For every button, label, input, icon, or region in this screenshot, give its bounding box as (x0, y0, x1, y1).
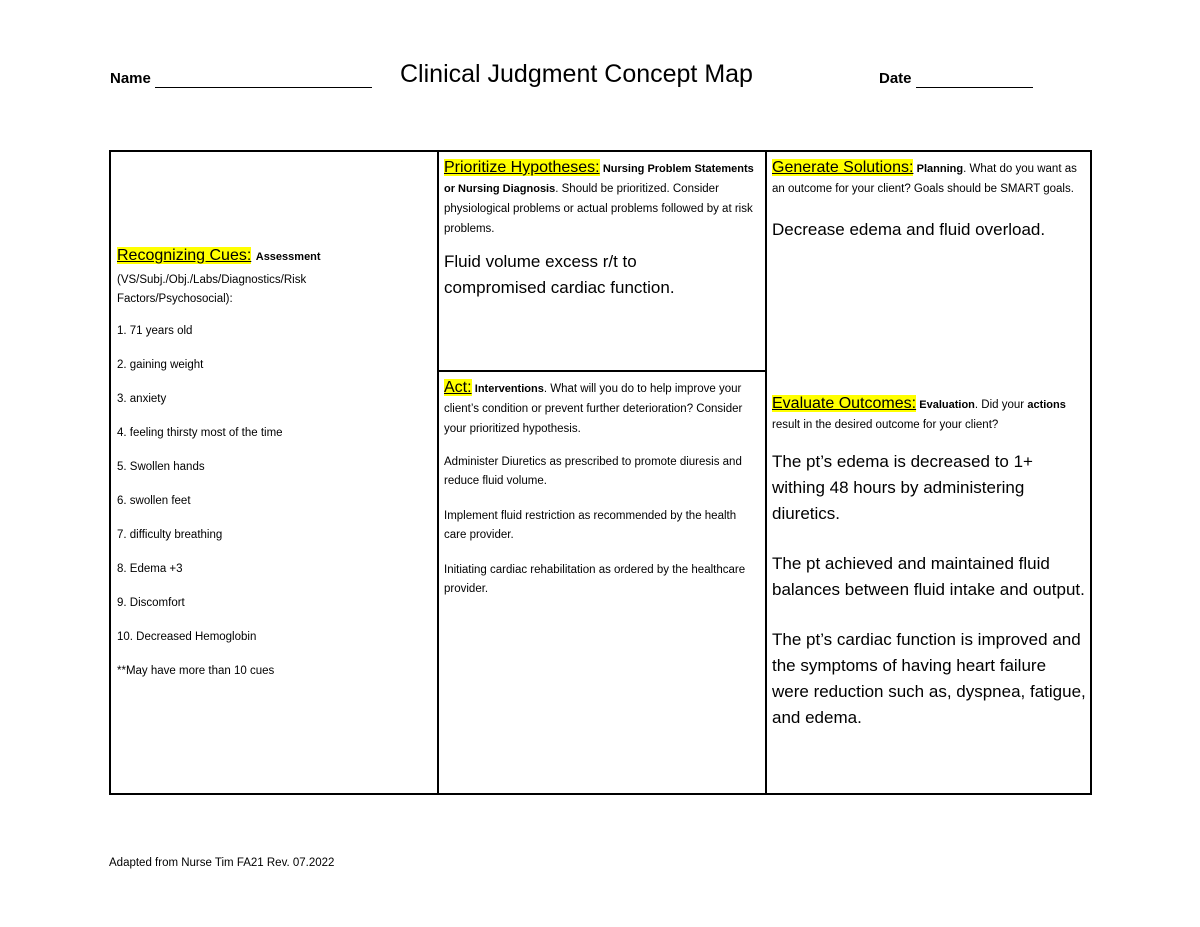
intervention-item: Administer Diuretics as prescribed to promote diuresis and reduce fluid volume. (444, 456, 742, 487)
concept-map-table (109, 150, 1092, 795)
recognizing-cues-cell (117, 246, 433, 696)
generate-answer: Decrease edema and fluid overload. (772, 220, 1046, 239)
evaluate-sub: Evaluation (919, 399, 975, 411)
generate-desc: . What do you want as an outcome for your client? Goals should be SMART goals. (772, 163, 1077, 195)
cue-item: 9. Discomfort (117, 597, 185, 609)
cue-item: 1. 71 years old (117, 325, 193, 337)
prioritize-sub: Nursing Problem Statements or Nursing Diagnosis (444, 163, 754, 195)
evaluate-desc: result in the desired outcome for your client? (772, 419, 999, 431)
act-sub: Interventions (474, 383, 544, 395)
evaluate-sub2: actions (1027, 399, 1066, 411)
cue-item: 2. gaining weight (117, 359, 204, 371)
column-divider (437, 152, 439, 793)
intervention-item: Implement fluid restriction as recommended by the health care provider. (444, 510, 737, 541)
evaluate-sub-tail: . Did your (974, 399, 1028, 411)
cue-item: 4. feeling thirsty most of the time (117, 427, 283, 439)
recognizing-cues-desc: (VS/Subj./Obj./Labs/Diagnostics/Risk Factors/Psychosocial): (117, 274, 307, 305)
cue-item: 6. swollen feet (117, 495, 191, 507)
date-label: Date (879, 70, 912, 87)
row-divider (438, 370, 765, 372)
intervention-item: Initiating cardiac rehabilitation as ordered by the healthcare provider. (444, 564, 746, 595)
prioritize-hypotheses-cell (444, 158, 759, 301)
recognizing-cues-heading: Recognizing Cues: (117, 247, 252, 264)
act-heading: Act: (444, 379, 472, 396)
page-title: Clinical Judgment Concept Map (400, 60, 753, 88)
prioritize-answer: Fluid volume excess r/t to compromised cardiac function. (444, 252, 675, 297)
prioritize-heading: Prioritize Hypotheses: (444, 159, 600, 176)
recognizing-cues-sub: Assessment (255, 251, 321, 263)
generate-heading: Generate Solutions: (772, 159, 914, 176)
act-cell (444, 378, 759, 599)
name-label: Name (110, 70, 151, 87)
cue-note: **May have more than 10 cues (117, 665, 275, 677)
evaluate-heading: Evaluate Outcomes: (772, 395, 917, 412)
cue-item: 3. anxiety (117, 393, 167, 405)
prioritize-desc: . Should be prioritized. Consider physiological problems or actual problems followed by at risk problems. (444, 183, 753, 235)
generate-solutions-cell (772, 158, 1087, 243)
cue-item: 5. Swollen hands (117, 461, 205, 473)
date-field-line[interactable] (916, 87, 1033, 88)
evaluate-outcomes-cell (772, 394, 1087, 731)
act-desc: . What will you do to help improve your client’s condition or prevent further deterioration? Consider your prioritized hypothesis. (444, 383, 743, 435)
outcome-item: The pt’s edema is decreased to 1+ withing 48 hours by administering diuretics. (772, 452, 1033, 523)
outcome-item: The pt’s cardiac function is improved and the symptoms of having heart failure were reduction such as, dyspnea, fatigue, and edema. (772, 630, 1086, 727)
cue-item: 10. Decreased Hemoglobin (117, 631, 257, 643)
outcome-item: The pt achieved and maintained fluid balances between fluid intake and output. (772, 554, 1085, 599)
column-divider (765, 152, 767, 793)
cue-item: 7. difficulty breathing (117, 529, 223, 541)
name-field-line[interactable] (155, 87, 372, 88)
page-header (110, 60, 1100, 100)
generate-sub: Planning (916, 163, 964, 175)
footer-note: Adapted from Nurse Tim FA21 Rev. 07.2022 (109, 857, 335, 869)
cue-item: 8. Edema +3 (117, 563, 183, 575)
